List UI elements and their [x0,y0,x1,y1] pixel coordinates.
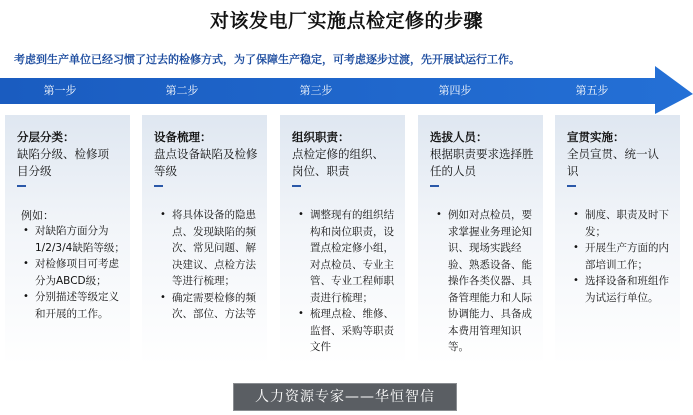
list-item: • 开展生产方面的内部培训工作； [567,240,677,273]
list-item: • 调整现有的组织结构和岗位职责，设置点检定修小组，对点检员、专业主管、专业工程师职责进行梳理； [292,207,402,306]
divider [292,185,301,187]
page-title: 对该发电厂实施点检定修的步骤 [209,10,483,32]
step-4-panel [418,115,543,365]
list-item: • 对检修项目可考虑分为ABCD级； [17,256,127,289]
panel-description [17,146,125,180]
step-1-label: 第一步 [43,84,77,97]
panel-heading: 组织职责： [292,130,350,144]
divider [17,185,26,187]
desc-line: 盘点设备缺陷及检修 [154,147,258,161]
step-2-label: 第二步 [165,84,199,97]
desc-line: 根据职责要求选择胜 [430,147,534,161]
list-item: • 制度、职责及时下发； [567,207,677,240]
divider [154,185,163,187]
step-1-panel [5,115,130,365]
bullet-list [430,207,540,356]
bullet-list [17,223,127,322]
list-item: • 梳理点检、维修、监督、采购等职责文件 [292,306,402,356]
list-item: • 对缺陷方面分为1/2/3/4缺陷等级； [17,223,127,256]
footer-banner: 人力资源专家——华恒智信 [233,383,457,411]
list-item: • 分别描述等级定义和开展的工作。 [17,289,127,322]
step-4-label: 第四步 [438,84,472,97]
panel-heading: 宣贯实施： [567,130,625,144]
desc-line: 等级 [154,164,177,178]
bullet-list [154,207,264,323]
list-item: • 例如对点检员，要求掌握业务理论知识、现场实践经验、熟悉设备、能操作各类仪器、具备管理能力和人际协调能力、具备成本费用管理知识等。 [430,207,540,356]
desc-line: 岗位、职责 [292,164,350,178]
list-item: • 将具体设备的隐患点、发现缺陷的频次、常见问题、解决建议、点检方法等进行梳理； [154,207,264,290]
step-5-label: 第五步 [575,84,609,97]
step-3-panel [280,115,405,365]
list-item: • 确定需要检修的频次、部位、方法等 [154,290,264,323]
panel-description [292,146,400,180]
bullet-list [567,207,677,306]
panel-description [567,146,675,180]
desc-line: 缺陷分级、检修项 [17,147,109,161]
desc-line: 点检定修的组织、 [292,147,384,161]
desc-line: 识 [567,164,579,178]
bullet-list [292,207,402,356]
panel-heading: 选拔人员： [430,130,488,144]
panel-heading: 分层分类： [17,130,75,144]
panel-description [430,146,538,180]
step-2-panel [142,115,267,365]
step-labels [0,82,693,98]
desc-line: 目分级 [17,164,52,178]
desc-line: 全员宣贯、统一认 [567,147,659,161]
panel-description [154,146,262,180]
panel-heading: 设备梳理： [154,130,212,144]
step-3-label: 第三步 [299,84,333,97]
subtitle: 考虑到生产单位已经习惯了过去的检修方式，为了保障生产稳定，可考虑逐步过渡，先开展试运行工作。 [14,53,520,66]
desc-line: 任的人员 [430,164,476,178]
step-5-panel [555,115,680,365]
divider [567,185,576,187]
list-item: • 选择设备和班组作为试运行单位。 [567,273,677,306]
example-intro: 例如： [21,209,54,222]
divider [430,185,439,187]
